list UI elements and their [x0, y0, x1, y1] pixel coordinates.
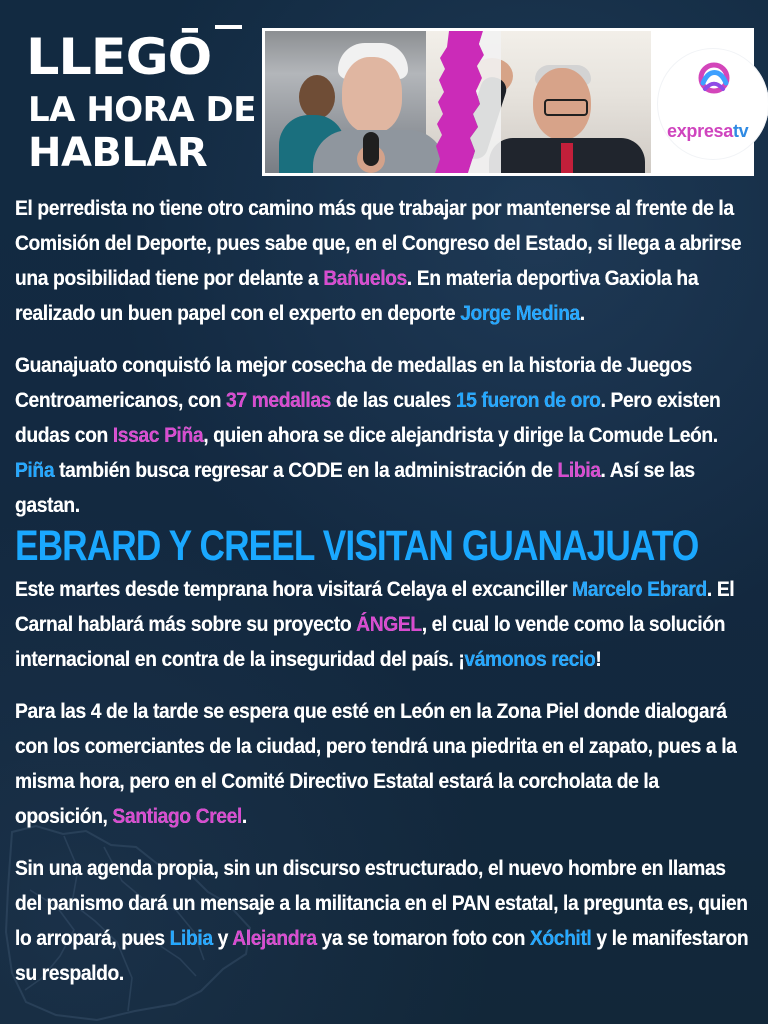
person-ebrard-tie	[561, 143, 573, 176]
logo-word-blue: tv	[732, 121, 749, 141]
paragraph-5	[15, 851, 751, 991]
p2-segment-5: . Pero existen dudas con	[15, 389, 721, 447]
title-accent-mark	[215, 25, 242, 29]
section-headline: EBRARD Y CREEL VISITAN GUANAJUATO	[15, 522, 699, 570]
p5-segment-6: Xóchitl	[529, 927, 592, 950]
p2-segment-10: Libia	[557, 459, 601, 482]
p5-segment-4: Alejandra	[232, 927, 317, 950]
p3-segment-1: Este martes desde temprana hora visitará Celaya el excanciller	[15, 578, 573, 601]
p1-segment-2: Bañuelos	[323, 267, 407, 290]
title-line-1: LLEGŌ	[26, 28, 212, 86]
paragraph-1	[15, 191, 751, 331]
p2-segment-2: 37 medallas	[225, 389, 332, 412]
p2-segment-6: Issac Piña	[112, 424, 204, 447]
p3-segment-6: vámonos recio	[464, 648, 596, 671]
p3-segment-5: , el cual lo vende como la solución internacional en contra de la inseguridad del país. ¡	[15, 613, 726, 671]
title-line-2: LA HORA DE	[28, 90, 256, 130]
p2-segment-1: Guanajuato conquistó la mejor cosecha de medallas en la historia de Juegos Centroamericanos, con	[15, 354, 692, 412]
p5-segment-3: y	[212, 927, 233, 950]
header-section	[16, 28, 754, 176]
p3-segment-4: ÁNGEL	[356, 613, 422, 636]
p3-segment-7: !	[595, 648, 602, 671]
title-line-3: HABLAR	[28, 130, 208, 176]
article-content	[15, 191, 751, 991]
person-creel-head	[342, 57, 402, 133]
p2-segment-7: , quien ahora se dice alejandrista y dirige la Comude León.	[203, 424, 718, 447]
p2-segment-11: . Así se las gastan.	[15, 459, 695, 517]
p3-segment-3: . El Carnal hablará más sobre su proyecto	[15, 578, 735, 636]
paragraph-2	[15, 348, 751, 523]
p4-segment-2: Santiago Creel	[112, 805, 242, 828]
p1-segment-1: El perredista no tiene otro camino más que trabajar por mantenerse al frente de la Comisión del Deporte, pues sabe que, en el Congreso del Estado, si llega a abrirse una posibilidad tiene por delante a	[15, 197, 742, 290]
p1-segment-5: .	[579, 302, 585, 325]
torn-divider	[435, 31, 501, 173]
paragraph-3	[15, 572, 751, 677]
p5-segment-5: ya se tomaron foto con	[316, 927, 530, 950]
p3-segment-2: Marcelo Ebrard	[572, 578, 707, 601]
p1-segment-3: . En materia deportiva Gaxiola ha realizado un buen papel con el experto en deporte	[15, 267, 699, 325]
p1-segment-4: Jorge Medina	[460, 302, 580, 325]
p2-segment-3: de las cuales	[331, 389, 456, 412]
logo-panel	[654, 28, 754, 176]
hero-photo	[262, 28, 654, 176]
p4-segment-3: .	[241, 805, 247, 828]
p2-segment-8: Piña	[15, 459, 55, 482]
p2-segment-4: 15 fueron de oro	[455, 389, 601, 412]
person-ebrard-glasses	[544, 99, 588, 116]
p4-segment-1: Para las 4 de la tarde se espera que esté en León en la Zona Piel donde dialogará con los comerciantes de la ciudad, pero tendrá una piedrita en el zapato, pues a la misma hora, pero en el Comité Directivo Estatal estará la corcholata de la oposición,	[15, 700, 737, 828]
microphone-icon	[363, 132, 379, 166]
p2-segment-9: también busca regresar a CODE en la administración de	[54, 459, 558, 482]
person-woman-head	[299, 75, 335, 119]
logo-word-pink: expresa	[667, 121, 733, 141]
logo-wordmark	[667, 122, 748, 140]
p5-segment-7: y le manifestaron su respaldo.	[15, 927, 749, 985]
p5-segment-2: Libia	[169, 927, 213, 950]
paragraph-4	[15, 694, 751, 834]
expresatv-logo-icon	[695, 62, 733, 94]
title-block	[26, 28, 261, 176]
p5-segment-1: Sin una agenda propia, sin un discurso estructurado, el nuevo hombre en llamas del panismo dará un mensaje a la militancia en el PAN estatal, la pregunta es, quien lo arropará, pues	[15, 857, 748, 950]
